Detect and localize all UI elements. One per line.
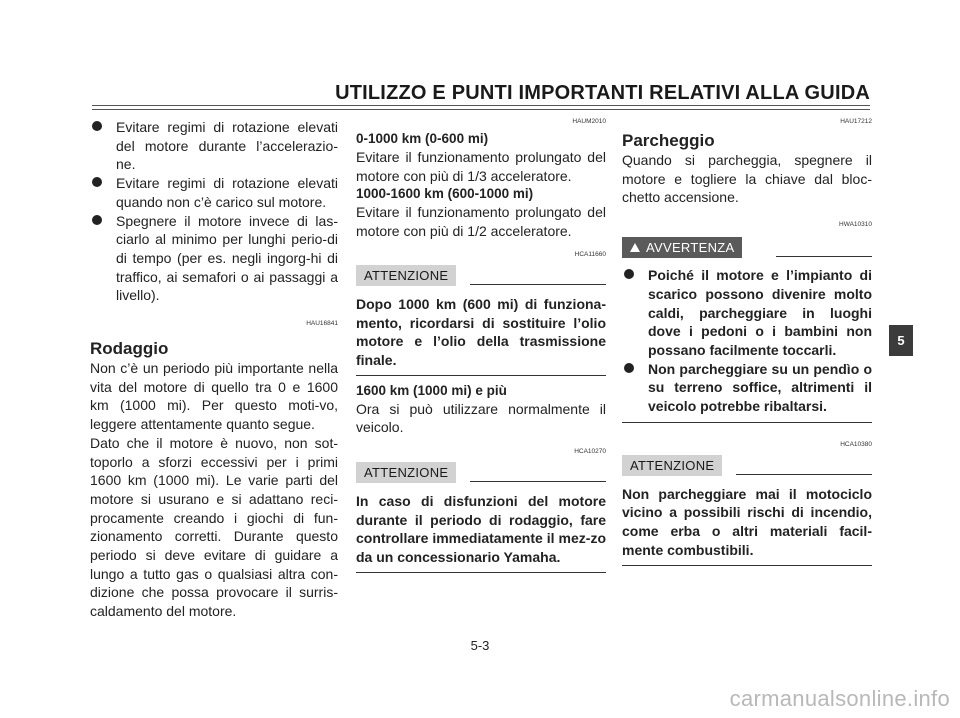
column-2 xyxy=(356,118,606,573)
caution-label: ATTENZIONE xyxy=(622,455,722,476)
caution-header xyxy=(356,462,606,486)
list-item: Non parcheggiare su un pendìo o su terreno soffice, altrimenti il veicolo potrebbe ribaltarsi. xyxy=(622,360,872,416)
section-heading-parcheggio: Parcheggio xyxy=(622,131,715,150)
divider xyxy=(776,256,872,257)
divider xyxy=(622,565,872,566)
divider xyxy=(470,284,606,285)
subheading: 0-1000 km (0-600 mi) xyxy=(356,131,489,146)
paragraph: Evitare il funzionamento prolungato del motore con più di 1/2 acceleratore. xyxy=(356,204,606,240)
caution-header xyxy=(356,265,606,289)
warning-label: AVVERTENZA xyxy=(622,237,742,258)
bullet-icon xyxy=(92,177,102,187)
divider xyxy=(356,572,606,573)
section-code: HCA11660 xyxy=(574,250,606,258)
bullet-icon xyxy=(92,121,102,131)
divider xyxy=(622,422,872,423)
section-code: HWA10310 xyxy=(839,221,872,229)
divider xyxy=(356,375,606,376)
divider xyxy=(736,474,872,475)
paragraph: Dato che il motore è nuovo, non sot-toporlo a sforzi eccessivi per i primi 1600 km (1000 mi). Le varie parti del motore si usurano e si adattano reci-procamente creando i giochi di fun-zionamento corretti. Durante questo periodo si deve evitare di guidare a lungo a tutto gas o qualsiasi altra con-dizione che possa provocare il surris-caldamento del motore. xyxy=(90,434,338,620)
warning-header xyxy=(622,237,872,261)
divider xyxy=(470,481,606,482)
page-number: 5-3 xyxy=(470,638,490,653)
list-item: Evitare regimi di rotazione elevati del motore durante l’accelerazio-ne. xyxy=(90,118,338,174)
header-rule-top xyxy=(92,105,870,106)
bullet-icon xyxy=(624,269,634,279)
section-code: HCA10380 xyxy=(840,440,872,448)
section-heading-rodaggio: Rodaggio xyxy=(90,339,169,359)
caution-text: Non parcheggiare mai il motociclo vicino a possibili rischi di incendio, come erba o altri materiali facil-mente combustibili. xyxy=(622,485,872,558)
list-item: Spegnere il motore invece di las-ciarlo al minimo per lunghi perio-di di tempo (per es. negli ingorg-hi di traffico, ai semafori o ai passaggi a livello). xyxy=(90,212,338,306)
caution-text: In caso di disfunzioni del motore durante il periodo di rodaggio, fare controllare immediatamente il mez-zo da un concessionario Yamaha. xyxy=(356,493,606,566)
subheading: 1600 km (1000 mi) e più xyxy=(356,382,507,398)
watermark: carmanualsonline.info xyxy=(729,686,950,711)
page-title: UTILIZZO E PUNTI IMPORTANTI RELATIVI ALLA GUIDA xyxy=(335,82,870,104)
paragraph: Ora si può utilizzare normalmente il veicolo. xyxy=(356,400,606,436)
paragraph: Quando si parcheggia, spegnere il motore e togliere la chiave dal bloc-chetto accensione. xyxy=(622,152,872,206)
chapter-tab: 5 xyxy=(889,325,913,356)
section-code: HAUM2010 xyxy=(572,118,606,125)
warning-list xyxy=(622,266,872,416)
caution-label: ATTENZIONE xyxy=(356,265,456,286)
bullet-icon xyxy=(624,363,634,373)
list-item: Poiché il motore e l’impianto di scarico possono divenire molto caldi, parcheggiare in luoghi dove i pedoni o i bambini non possano facilmente toccarli. xyxy=(622,266,872,360)
subheading: 1000-1600 km (600-1000 mi) xyxy=(356,186,534,202)
page-header xyxy=(92,80,870,106)
paragraph: Non c’è un periodo più importante nella vita del motore di quello tra 0 e 1600 km (1000 mi). Per questo moti-vo, leggere attentamente quanto segue. xyxy=(90,360,338,433)
column-3 xyxy=(622,118,872,566)
list-item: Evitare regimi di rotazione elevati quando non c’è carico sul motore. xyxy=(90,174,338,211)
section-code: HAU17212 xyxy=(840,118,872,125)
caution-label: ATTENZIONE xyxy=(356,462,456,483)
column-1 xyxy=(90,118,338,621)
caution-text: Dopo 1000 km (600 mi) di funziona-mento, ricordarsi di sostituire l’olio motore e l’olio della trasmissione finale. xyxy=(356,295,606,368)
caution-header xyxy=(622,455,872,479)
section-code: HCA10270 xyxy=(574,448,606,456)
warning-triangle-icon xyxy=(630,243,640,252)
paragraph: Evitare il funzionamento prolungato del motore con più di 1/3 acceleratore. xyxy=(356,149,606,184)
header-rule-bottom xyxy=(92,109,870,110)
section-code: HAU16841 xyxy=(306,320,338,328)
bullet-icon xyxy=(92,215,102,225)
riding-tips-list xyxy=(90,118,338,305)
